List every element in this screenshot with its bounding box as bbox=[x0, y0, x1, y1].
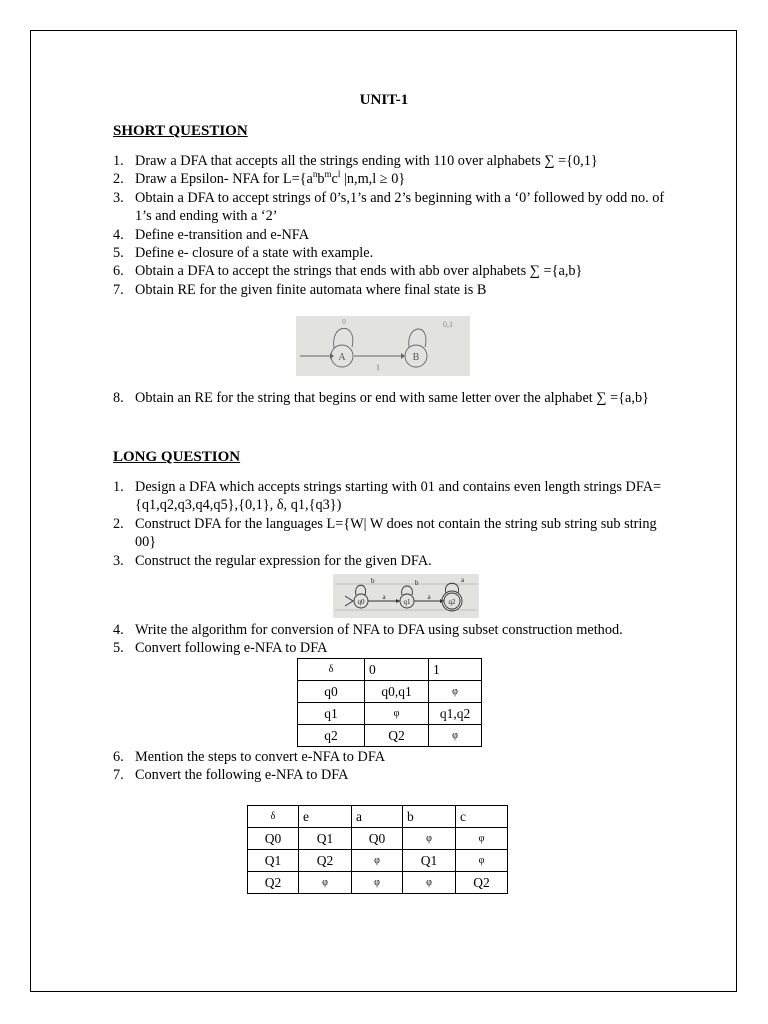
loop-q1-label: b bbox=[415, 579, 419, 587]
short-q5: 5. Define e- closure of a state with example. bbox=[113, 245, 374, 262]
short-question-heading: SHORT QUESTION bbox=[113, 123, 248, 139]
long-q2: 2. Construct DFA for the languages L={W| W does not contain the string sub string sub string 00} bbox=[113, 515, 657, 551]
short-q6: 6. Obtain a DFA to accept the strings that ends with abb over alphabets ∑ ={a,b} bbox=[113, 263, 583, 280]
table-cell: Q2 bbox=[365, 725, 429, 747]
transition-table-1 bbox=[297, 658, 482, 747]
state-b-label: B bbox=[412, 352, 420, 363]
short-q1: 1. Draw a DFA that accepts all the strings ending with 110 over alphabets ∑ ={0,1} bbox=[113, 153, 598, 169]
table-cell: c bbox=[456, 806, 508, 828]
edge-label: 1 bbox=[376, 363, 380, 372]
short-question-list-cont bbox=[113, 389, 673, 407]
state-q2-label: q2 bbox=[448, 598, 456, 606]
automaton-figure-2 bbox=[333, 574, 479, 618]
table-cell: 0 bbox=[365, 659, 429, 681]
table-cell: a bbox=[352, 806, 403, 828]
short-q3: 3. Obtain a DFA to accept strings of 0’s,1’s and 2’s beginning with a ‘0’ followed by odd no. of 1’s and ending with a ‘2’ bbox=[113, 189, 665, 225]
table-cell: b bbox=[403, 806, 456, 828]
table-row bbox=[248, 872, 508, 894]
long-q1: 1. Design a DFA which accepts strings starting with 01 and contains even length strings DFA={q1,q2,q3,q4,q5},{0,1}, δ, q1,{q3}) bbox=[113, 479, 662, 514]
page-title: UNIT-1 bbox=[359, 92, 409, 108]
table-cell: φ bbox=[299, 872, 352, 894]
table-cell: Q0 bbox=[248, 828, 299, 850]
long-q3: 3. Construct the regular expression for the given DFA. bbox=[113, 552, 432, 569]
long-q5: 5. Convert following e-NFA to DFA bbox=[113, 640, 328, 657]
table-cell: φ bbox=[456, 850, 508, 872]
table-cell: φ bbox=[403, 828, 456, 850]
table-cell: e bbox=[299, 806, 352, 828]
table-cell: q1 bbox=[298, 703, 365, 725]
short-q8: 8. Obtain an RE for the string that begins or end with same letter over the alphabet ∑ ={a,b} bbox=[113, 390, 649, 406]
loop-b-label: 0,1 bbox=[443, 320, 453, 329]
table-row bbox=[248, 850, 508, 872]
table-cell: Q0 bbox=[352, 828, 403, 850]
table-cell: Q1 bbox=[403, 850, 456, 872]
short-q2: 2. Draw a Epsilon- NFA for $L=\{a^nb^mc^l$ |n,m,l ≥ 0} bbox=[113, 169, 406, 188]
table-cell: δ bbox=[248, 806, 299, 828]
table-cell: φ bbox=[429, 681, 482, 703]
table-cell: Q1 bbox=[299, 828, 352, 850]
short-q7: 7. Obtain RE for the given finite automata where final state is B bbox=[113, 281, 487, 298]
table-cell: φ bbox=[403, 872, 456, 894]
long-question-list-cont-2 bbox=[113, 748, 673, 785]
table-cell: Q1 bbox=[248, 850, 299, 872]
state-a-label: A bbox=[338, 352, 346, 363]
table-cell: Q2 bbox=[248, 872, 299, 894]
table-cell: φ bbox=[429, 725, 482, 747]
table-header-row bbox=[248, 806, 508, 828]
table-cell: q2 bbox=[298, 725, 365, 747]
loop-q2-label: a bbox=[461, 576, 465, 584]
table-cell: q0 bbox=[298, 681, 365, 703]
long-question-list bbox=[113, 478, 673, 570]
state-q1-label: q1 bbox=[403, 598, 411, 606]
table-cell: φ bbox=[365, 703, 429, 725]
state-q0-label: q0 bbox=[357, 598, 365, 606]
short-question-list bbox=[113, 152, 673, 299]
table-cell: φ bbox=[352, 872, 403, 894]
automaton-diagram-2 bbox=[333, 574, 479, 618]
edge-q1-q2-label: a bbox=[427, 593, 431, 601]
loop-q0-label: b bbox=[371, 577, 375, 585]
transition-table-2 bbox=[247, 805, 508, 894]
table-cell: 1 bbox=[429, 659, 482, 681]
automaton-diagram-1 bbox=[296, 316, 470, 376]
table-cell: q1,q2 bbox=[429, 703, 482, 725]
table-cell: Q2 bbox=[456, 872, 508, 894]
table-cell: q0,q1 bbox=[365, 681, 429, 703]
table-row bbox=[298, 725, 482, 747]
loop-a-label: 0 bbox=[342, 318, 346, 326]
table-row bbox=[298, 681, 482, 703]
long-question-list-cont bbox=[113, 621, 673, 658]
edge-q0-q1-label: a bbox=[382, 593, 386, 601]
table-row bbox=[248, 828, 508, 850]
table-cell: φ bbox=[352, 850, 403, 872]
short-q4: 4. Define e-transition and e-NFA bbox=[113, 226, 310, 243]
long-q6: 6. Mention the steps to convert e-NFA to DFA bbox=[113, 749, 386, 765]
table-cell: Q2 bbox=[299, 850, 352, 872]
long-question-heading: LONG QUESTION bbox=[113, 449, 241, 465]
table-row bbox=[298, 703, 482, 725]
long-q7: 7. Convert the following e-NFA to DFA bbox=[113, 767, 349, 784]
table-cell: δ bbox=[298, 659, 365, 681]
table-header-row bbox=[298, 659, 482, 681]
long-q4: 4. Write the algorithm for conversion of NFA to DFA using subset construction method. bbox=[113, 622, 623, 638]
table-cell: φ bbox=[456, 828, 508, 850]
automaton-figure-1 bbox=[296, 316, 470, 376]
